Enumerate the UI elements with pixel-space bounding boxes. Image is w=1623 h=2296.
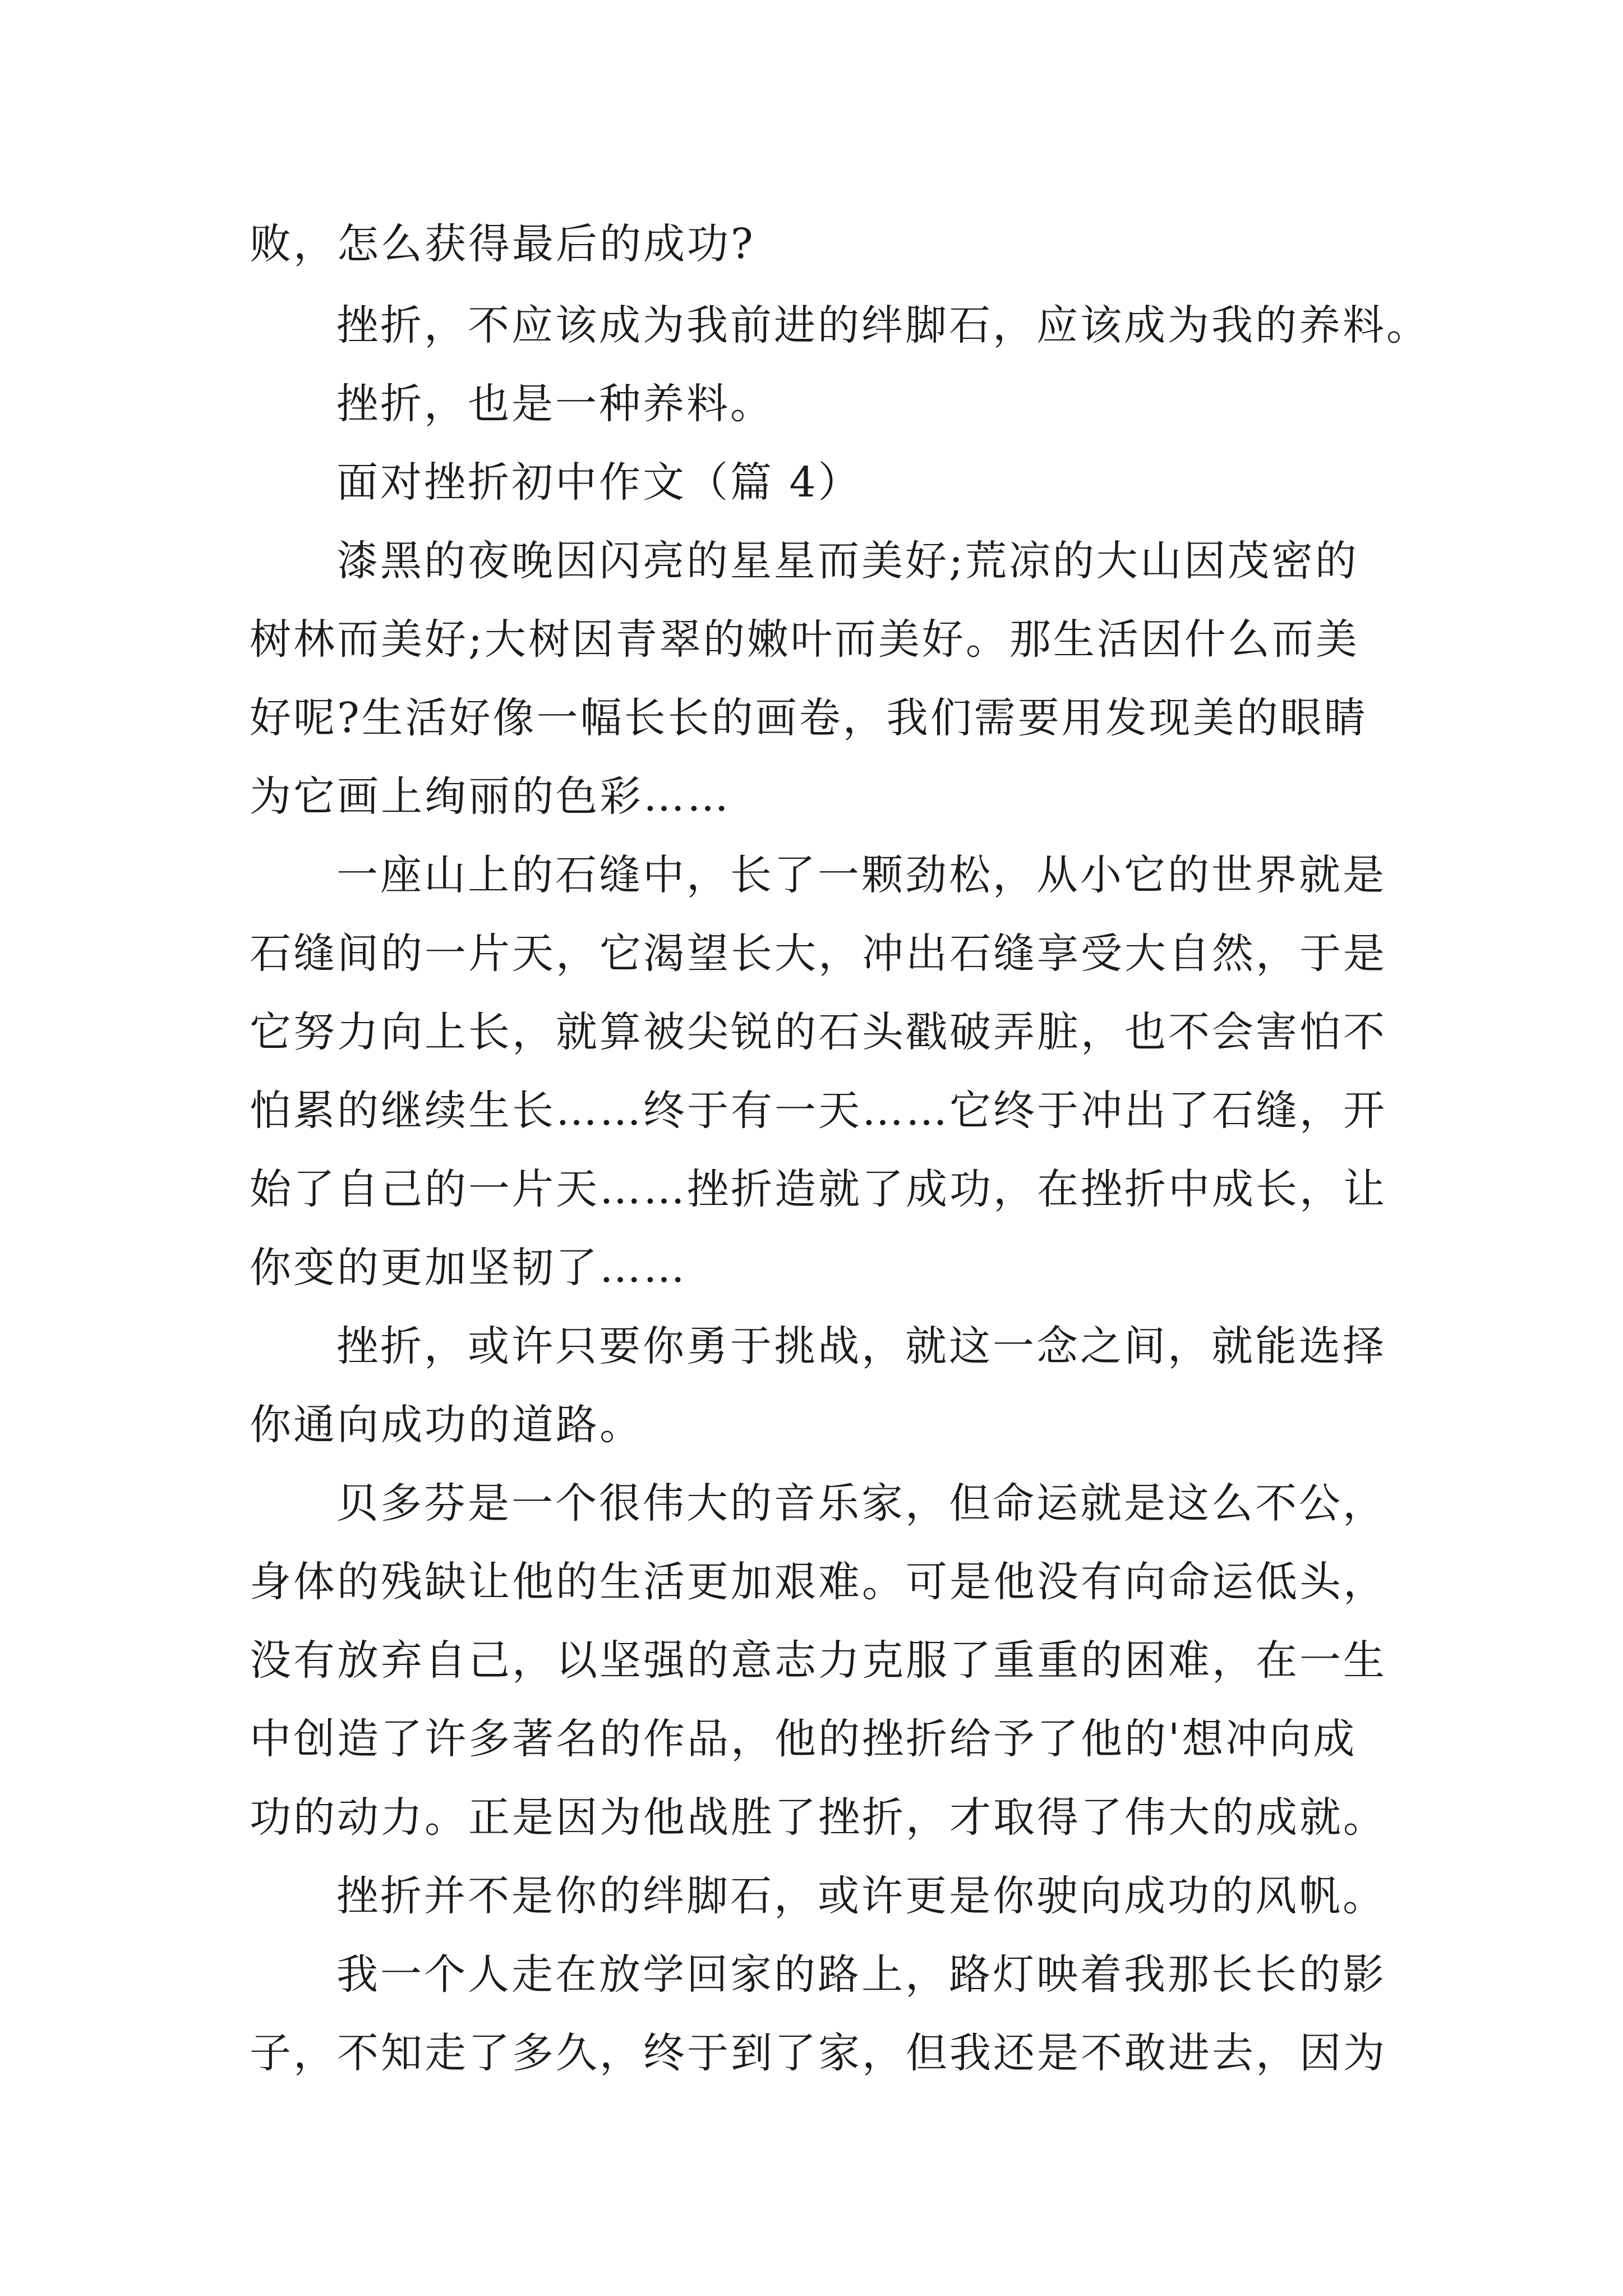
text-line: 败，怎么获得最后的成功? (250, 220, 755, 268)
text-line: 挫折，不应该成为我前进的绊脚石，应该成为我的养料。 (336, 301, 1430, 349)
text-line: 石缝间的一片天，它渴望长大，冲出石缝享受大自然，于是 (250, 930, 1387, 978)
text-line: 你通向成功的道路。 (250, 1401, 643, 1449)
text-line: 怕累的继续生长……终于有一天……它终于冲出了石缝，开 (250, 1087, 1387, 1135)
text-line: 我一个人走在放学回家的路上，路灯映着我那长长的影 (336, 1950, 1386, 1999)
text-line: 始了自己的一片天……挫折造就了成功，在挫折中成长，让 (250, 1165, 1387, 1213)
text-line: 漆黑的夜晚因闪亮的星星而美好;荒凉的大山因茂密的 (336, 537, 1359, 585)
text-line: 身体的残缺让他的生活更加艰难。可是他没有向命运低头， (250, 1558, 1387, 1606)
text-line: 没有放弃自己，以坚强的意志力克服了重重的困难，在一生 (250, 1636, 1387, 1685)
text-line: 挫折并不是你的绊脚石，或许更是你驶向成功的风帆。 (336, 1872, 1386, 1920)
text-line: 树林而美好;大树因青翠的嫩叶而美好。那生活因什么而美 (250, 615, 1359, 664)
text-line: 挫折，或许只要你勇于挑战，就这一念之间，就能选择 (336, 1322, 1386, 1370)
text-line: 子，不知走了多久，终于到了家，但我还是不敢进去，因为 (250, 2029, 1387, 2077)
text-line: 它努力向上长，就算被尖锐的石头戳破弄脏，也不会害怕不 (250, 1008, 1387, 1056)
text-line: 中创造了许多著名的作品，他的挫折给予了他的'想冲向成 (250, 1715, 1357, 1763)
text-line: 挫折，也是一种养料。 (336, 380, 774, 428)
text-line: 你变的更加坚韧了…… (250, 1244, 687, 1292)
text-line: 功的动力。正是因为他战胜了挫折，才取得了伟大的成就。 (250, 1793, 1387, 1842)
text-line: 为它画上绚丽的色彩…… (250, 772, 731, 821)
section-heading: 面对挫折初中作文（篇 4） (336, 458, 862, 507)
text-line: 一座山上的石缝中，长了一颗劲松，从小它的世界就是 (336, 851, 1386, 899)
text-line: 好呢?生活好像一幅长长的画卷，我们需要用发现美的眼睛 (250, 694, 1368, 742)
text-line: 贝多芬是一个很伟大的音乐家，但命运就是这么不公， (336, 1479, 1386, 1527)
